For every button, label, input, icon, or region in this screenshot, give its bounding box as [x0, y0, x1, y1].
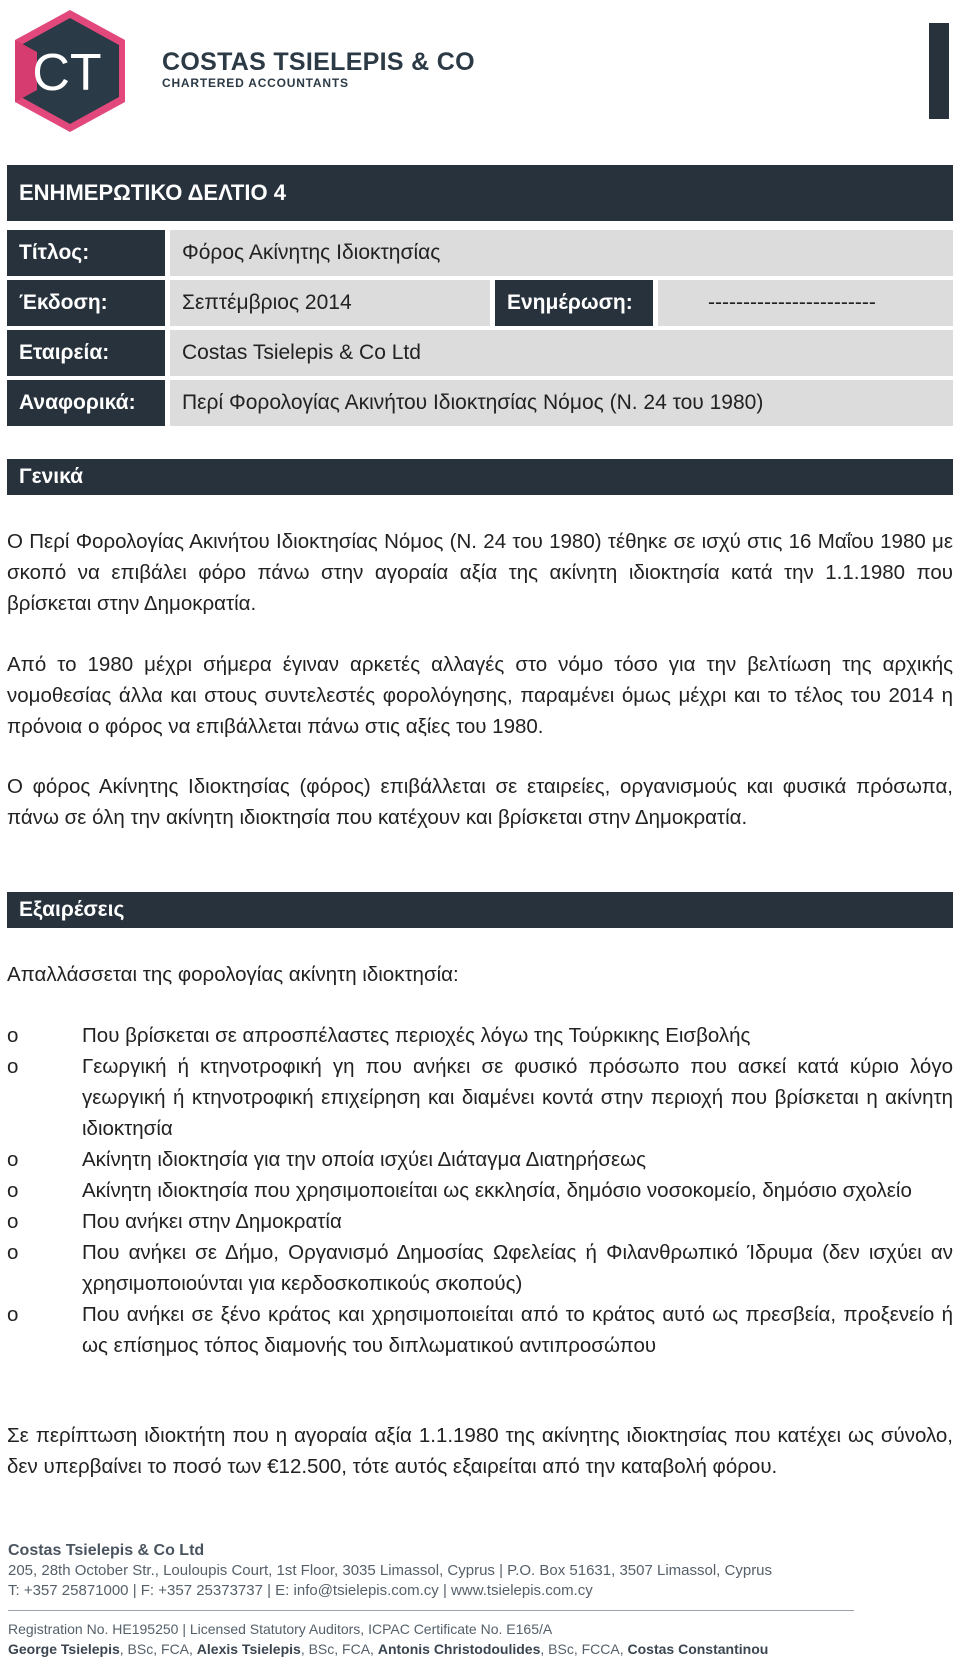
reference-label: Αναφορικά: — [7, 380, 165, 426]
company-label: Εταιρεία: — [7, 330, 165, 376]
reference-value: Περί Φορολογίας Ακινήτου Ιδιοκτησίας Νόμος (Ν. 24 του 1980) — [170, 380, 953, 426]
update-label: Ενημέρωση: — [495, 280, 653, 326]
bullet-marker: o — [7, 1055, 19, 1078]
list-item: o Γεωργική ή κτηνοτροφική γη που ανήκει σε φυσικό πρόσωπο που ασκεί κατά κύριο λόγο γεωργική ή κτηνοτροφική επιχείρηση και διαμένει κοντά στην περιοχή που βρίσκεται η ακίνητη ιδιοκτησία — [7, 1051, 953, 1144]
footer-company: Costas Tsielepis & Co Ltd — [8, 1542, 205, 1559]
update-value: ------------------------ — [658, 280, 953, 326]
footer-address: 205, 28th October Str., Louloupis Court, 1st Floor, 3035 Limassol, Cyprus | P.O. Box 51631, 3507 Limassol, Cyprus — [8, 1562, 773, 1579]
issue-value: Σεπτέμβριος 2014 — [170, 280, 490, 326]
bullet-marker: o — [7, 1179, 19, 1202]
corner-bar — [929, 23, 949, 119]
bullet-marker: o — [7, 1024, 19, 1047]
brand — [162, 48, 475, 90]
bulletin-title: ΕΝΗΜΕΡΩΤΙΚΟ ΔΕΛΤΙΟ 4 — [7, 165, 953, 221]
footer-divider — [8, 1610, 854, 1611]
bullet-marker: o — [7, 1241, 19, 1264]
list-item: o Ακίνητη ιδιοκτησία για την οποία ισχύει Διάταγμα Διατηρήσεως — [7, 1144, 953, 1175]
partner-title: , BSc, FCA, — [300, 1641, 378, 1657]
footer-registration: Registration No. HE195250 | Licensed Statutory Auditors, ICPAC Certificate No. E165/A — [8, 1621, 553, 1637]
list-item: o Που ανήκει σε Δήμο, Οργανισμό Δημοσίας Ωφελείας ή Φιλανθρωπικό Ίδρυμα (δεν ισχύει αν χρησιμοποιούνται για κερδοσκοπικούς σκοπούς) — [7, 1237, 953, 1299]
partner-title: , BSc, FCCA, — [540, 1641, 628, 1657]
section-general: Γενικά — [7, 459, 953, 495]
company-subtitle: CHARTERED ACCOUNTANTS — [162, 76, 349, 90]
section-exemptions: Εξαιρέσεις — [7, 892, 953, 928]
list-item: o Ακίνητη ιδιοκτησία που χρησιμοποιείται ως εκκλησία, δημόσιο νοσοκομείο, δημόσιο σχολείο — [7, 1175, 953, 1206]
company-value: Costas Tsielepis & Co Ltd — [170, 330, 953, 376]
footer-partners — [8, 1640, 768, 1658]
bullet-marker: o — [7, 1303, 19, 1326]
partner-name: George Tsielepis — [8, 1641, 120, 1657]
partner-name: Alexis Tsielepis — [196, 1641, 301, 1657]
paragraph-threshold: Σε περίπτωση ιδιοκτήτη που η αγοραία αξία 1.1.1980 της ακίνητης ιδιοκτησίας που κατέχει ως σύνολο, δεν υπερβαίνει το ποσό των €12.500, τότε αυτός εξαιρείται από την καταβολή φόρου. — [7, 1424, 953, 1478]
logo-text: CT — [32, 44, 102, 102]
title-value: Φόρος Ακίνητης Ιδιοκτησίας — [170, 230, 953, 276]
partner-name: Antonis Christodoulides — [377, 1641, 541, 1657]
company-name: COSTAS TSIELEPIS & CO — [162, 48, 475, 76]
company-logo — [7, 8, 133, 134]
list-item: o Που βρίσκεται σε απροσπέλαστες περιοχές λόγω της Τούρκικης Εισβολής — [7, 1020, 953, 1051]
partner-title: , BSc, FCA, — [119, 1641, 197, 1657]
bullet-marker: o — [7, 1210, 19, 1233]
list-item: o Που ανήκει σε ξένο κράτος και χρησιμοποιείται από το κράτος αυτό ως πρεσβεία, προξενείο ή ως επίσημος τόπος διαμονής του διπλωματικού αντιπροσώπου — [7, 1299, 953, 1361]
title-label: Τίτλος: — [7, 230, 165, 276]
paragraph-changes: Από το 1980 μέχρι σήμερα έγιναν αρκετές αλλαγές στο νόμο τόσο για την βελτίωση της αρχικής νομοθεσίας άλλα και στους συντελεστές φορολόγησης, παραμένει όμως μέχρι και το τέλος του 2014 η πρόνοια ο φόρος να επιβάλλεται πάνω στις αξίες του 1980. — [7, 653, 953, 738]
paragraph-scope: Ο φόρος Ακίνητης Ιδιοκτησίας (φόρος) επιβάλλεται σε εταιρείες, οργανισμούς και φυσικά πρόσωπα, πάνω σε όλη την ακίνητη ιδιοκτησία που κατέχουν και βρίσκεται στην Δημοκρατία. — [7, 775, 953, 829]
footer — [8, 1541, 954, 1601]
list-item: o Που ανήκει στην Δημοκρατία — [7, 1206, 953, 1237]
paragraph-exemptions-intro: Απαλλάσσεται της φορολογίας ακίνητη ιδιοκτησία: — [7, 963, 459, 986]
footer-contacts[interactable]: T: +357 25871000 | F: +357 25373737 | E: info@tsielepis.com.cy | www.tsielepis.com.cy — [8, 1582, 593, 1599]
exemptions-list — [7, 1020, 953, 1361]
paragraph-intro: Ο Περί Φορολογίας Ακινήτου Ιδιοκτησίας Νόμος (Ν. 24 του 1980) τέθηκε σε ισχύ στις 16 Μαΐου 1980 με σκοπό να επιβάλει φόρο πάνω στην αγοραία αξία της ακίνητη ιδιοκτησία κατά την 1.1.1980 που βρίσκεται στην Δημοκρατία. — [7, 530, 953, 615]
issue-label: Έκδοση: — [7, 280, 165, 326]
bullet-marker: o — [7, 1148, 19, 1171]
partner-name: Costas Constantinou — [627, 1641, 769, 1657]
